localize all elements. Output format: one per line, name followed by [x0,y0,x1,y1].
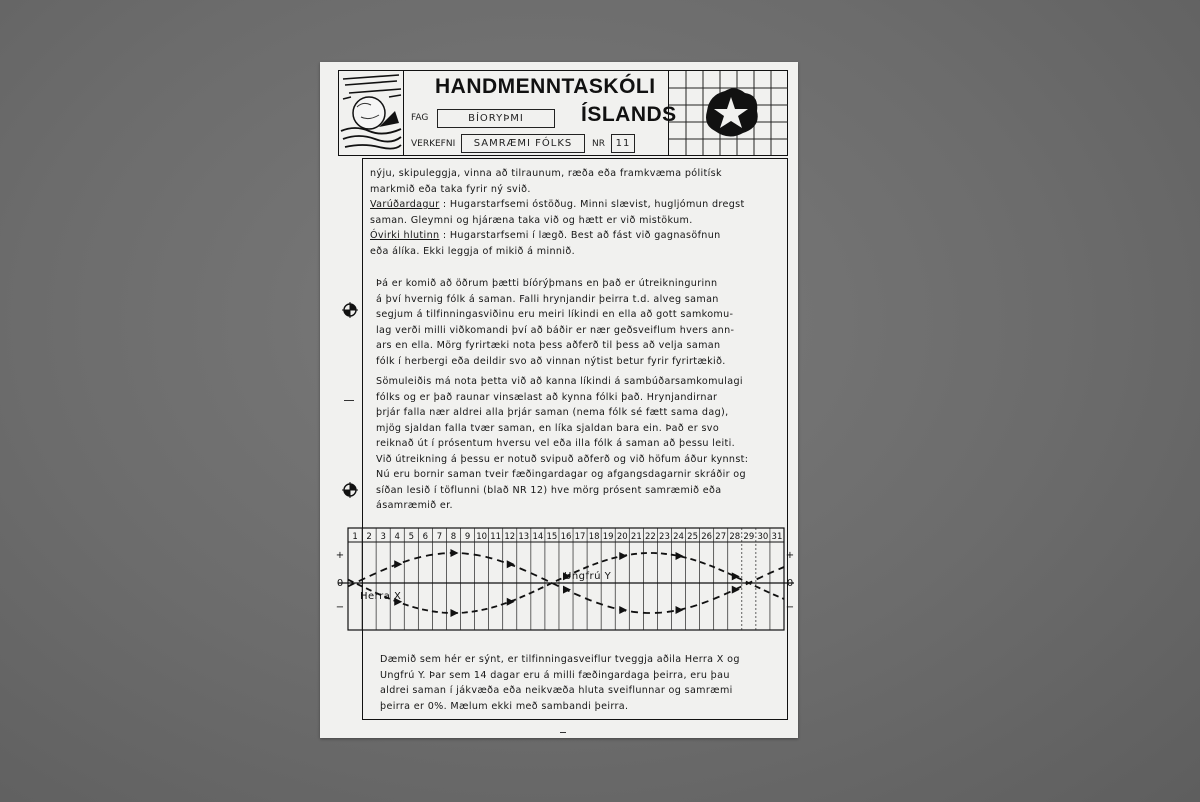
day-tick-label: 22 [644,532,656,542]
series-arrow-mark [450,549,458,557]
compatibility-paragraph: Sömuleiðis má nota þetta við að kanna líkindi á sambúðarsamkomulagi fólks og er það raunar vinsælast að kynna fólki það. Hrynjandirnar þrjár falla nær aldrei alla þrjár saman (nema fólk sé fætt sama dag), mjög sjaldan falla tvær saman, en líka sjaldan bara ein. Það er svo reiknað út í prósentum hversu vel eða illa fólk á saman að þessu leiti. Við útreikning á þessu er notuð svipuð aðferð og við höfum áður kynnst: Nú eru bornir saman tveir fæðingardagar og afgangsdagarnir skráðir og síðan lesið í töflunni (blað NR 12) hve mörg prósent samræmið eða ásamræmið er. [376,376,749,511]
axis-zero-label-left: 0 [336,578,344,589]
axis-zero-label-right: 0 [786,578,794,589]
nr-value: 11 [611,134,635,153]
series-arrow-mark [676,606,684,614]
biorhythm-chart [330,524,798,634]
ovirki-text: : Hugarstarfsemi í lægð. Best að fást við gagnasöfnun eða álíka. Ekki leggja of mikið á minnið. [370,230,721,257]
day-tick-label: 26 [701,532,713,542]
series-arrow-mark [732,572,740,580]
margin-tick [344,400,354,401]
day-tick-label: 20 [616,532,628,542]
series-arrow-mark [619,552,627,560]
day-tick-label: 8 [450,532,457,542]
series-arrow-mark [676,552,684,560]
intro-paragraph: nýju, skipuleggja, vinna að tilraunum, ræða eða framkvæma pólitísk markmið eða taka fyrir ný svið. [370,168,722,195]
series-arrow-mark [394,560,402,568]
day-tick-label: 27 [715,532,727,542]
day-tick-label: 25 [687,532,698,542]
ovirki-term: Óvirki hlutinn [370,230,440,241]
series-arrow-mark [507,560,515,568]
varud-text: : Hugarstarfsemi óstöðug. Minni slævist, hugljómun dregst saman. Gleymni og hjáræna taka við og hætt er við mistökum. [370,199,745,226]
day-tick-label: 28 [729,532,741,542]
example-paragraph: Dæmið sem hér er sýnt, er tilfinningasveiflur tveggja aðila Herra X og Ungfrú Y. Þar sem 14 dagar eru á milli fæðingardaga þeirra, eru þau aldrei saman í jákvæða eða neikvæða hluta sveiflunnar og samræmi þeirra er 0%. Mælum ekki með sambandi þeirra. [380,654,740,712]
day-tick-label: 5 [408,532,415,542]
verkefni-value: SAMRÆMI FÓLKS [461,134,585,153]
day-tick-label: 19 [602,532,614,542]
day-tick-label: 16 [560,532,572,542]
series-arrow-mark [563,586,571,594]
day-tick-label: 7 [436,532,443,542]
day-tick-label: 17 [574,532,586,542]
verkefni-label: VERKEFNI [411,139,456,149]
school-name-line1: HANDMENNTASKÓLI [435,75,656,98]
school-title-block [405,71,677,155]
day-tick-label: 15 [546,532,558,542]
nr-label: NR [592,139,605,149]
series-arrow-mark [619,606,627,614]
series-arrow-mark [450,609,458,617]
varud-term: Varúðardagur [370,199,440,210]
calculation-paragraph: Þá er komið að öðrum þætti bíórýþmans en það er útreikningurinn á því hvernig fólk á saman. Falli hrynjandir þeirra t.d. alveg saman segjum á tilfinningasviðinu eru meiri líkindi en ella að gott samkomu- lag verði milli viðkomandi því að báðir er nær geðsveiflum hvers ann- ars en ella. Mörg fyrirtæki nota þess aðferð til þess að velja saman fólk í herbergi eða deildir svo að vinnan nýtist betur fyrir fyrirtækið. [376,278,735,367]
worksheet-header [338,70,788,156]
day-tick-label: 24 [673,532,684,542]
day-tick-label: 6 [422,532,429,542]
axis-plus-label-left: + [335,550,345,561]
fag-label: FAG [411,113,429,123]
sun-logo-illustration [339,71,404,155]
day-tick-label: 9 [464,532,471,542]
varud-paragraph [370,197,745,228]
day-tick-label: 11 [490,532,502,542]
page-bottom-dash [560,732,566,733]
axis-plus-label-right: + [785,550,795,561]
day-tick-label: 31 [771,532,783,542]
registration-mark-icon [342,482,358,498]
day-tick-label: 14 [532,532,544,542]
day-tick-label: 10 [476,532,488,542]
day-tick-label: 18 [588,532,600,542]
grid-star-logo [668,71,788,155]
biorhythm-chart-svg [330,524,798,634]
day-tick-label: 30 [757,532,769,542]
worksheet-page [320,62,798,738]
axis-minus-label-left: − [335,602,345,613]
day-tick-label: 3 [380,532,386,542]
school-name-line2: ÍSLANDS [581,103,677,126]
ovirki-paragraph [370,228,721,259]
series-arrow-mark [507,598,515,606]
series-arrow-mark [732,586,740,594]
fag-value: BÍORYÞMI [437,109,555,128]
registration-mark-icon [342,302,358,318]
day-tick-label: 2 [366,532,372,542]
axis-minus-label-right: − [785,602,795,613]
day-tick-label: 12 [504,532,516,542]
day-tick-label: 13 [518,532,530,542]
day-tick-label: 21 [630,532,642,542]
series-label-herra-x: Herra X [360,591,402,602]
day-tick-label: 4 [394,532,400,542]
series-label-ungfru-y: Ungfrú Y [564,571,612,582]
day-tick-label: 29 [743,532,755,542]
day-tick-label: 1 [352,532,358,542]
day-tick-label: 23 [659,532,670,542]
